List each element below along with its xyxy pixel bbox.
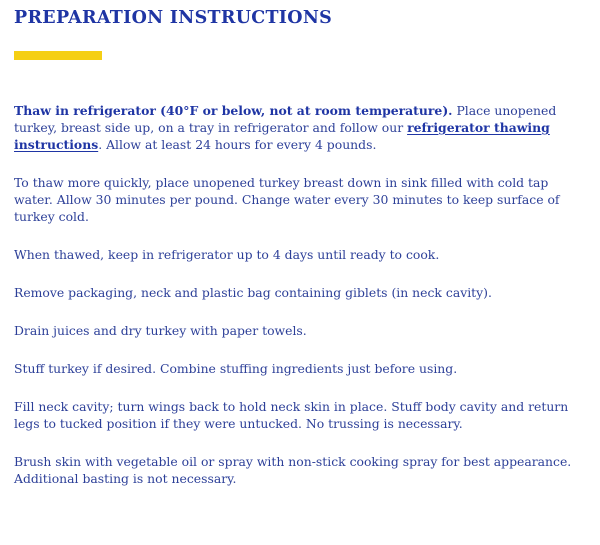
brush-skin-instruction: Brush skin with vegetable oil or spray with non-stick cooking spray for best appearance. Additional basting is not necessary. — [14, 454, 572, 486]
section-title: PREPARATION INSTRUCTIONS — [14, 8, 333, 28]
remove-packaging-instruction: Remove packaging, neck and plastic bag containing giblets (in neck cavity). — [14, 285, 492, 300]
thaw-text-before-link: Place unopened turkey, breast side up, on a tray in refrigerator and follow our — [14, 103, 557, 135]
drain-juices-instruction: Drain juices and dry turkey with paper towels. — [14, 323, 307, 338]
title-accent-bar — [14, 51, 102, 60]
fill-neck-cavity-instruction: Fill neck cavity; turn wings back to hold neck skin in place. Stuff body cavity and return legs to tucked position if they were untucked. No trussing is necessary. — [14, 399, 569, 431]
refrigerator-thawing-link[interactable]: refrigerator thawing instructions — [14, 120, 550, 152]
thaw-instruction — [14, 102, 584, 153]
stuff-turkey-instruction: Stuff turkey if desired. Combine stuffing ingredients just before using. — [14, 361, 458, 376]
instructions-list — [14, 102, 584, 487]
quick-thaw-instruction: To thaw more quickly, place unopened turkey breast down in sink filled with cold tap water. Allow 30 minutes per pound. Change water every 30 minutes to keep surface of turkey cold. — [14, 175, 560, 224]
thaw-text-after-link: . Allow at least 24 hours for every 4 pounds. — [98, 137, 377, 152]
thaw-bold-lead: Thaw in refrigerator (40°F or below, not at room temperature). — [14, 103, 453, 118]
refrigerate-instruction: When thawed, keep in refrigerator up to 4 days until ready to cook. — [14, 247, 440, 262]
